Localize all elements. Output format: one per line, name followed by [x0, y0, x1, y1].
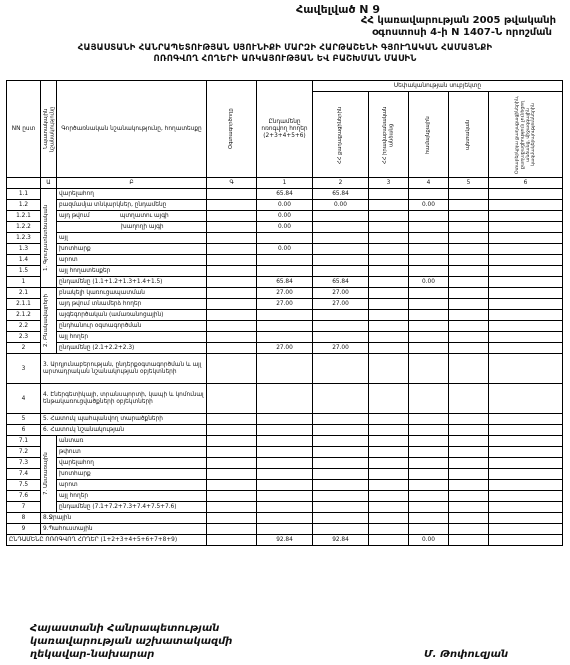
signatory-name: Մ. Թոփուզյան	[424, 649, 509, 660]
land-table	[6, 80, 563, 546]
annex-decree-date: օգոստոսի 4-ի N 1407-Ն որոշման	[371, 27, 552, 38]
index-row: Ա Բ Գ 1 2 3 4 5 6	[7, 178, 563, 189]
table-row: 2.1.2 այգեգործական (ամառանոցային)	[7, 310, 563, 321]
table-row: 1.1 1. Գյուղատնտեսական վարելահող 65.84 65.84	[7, 189, 563, 200]
table-row: 1.2.1 այդ թվում պտղատու այգի 0.00	[7, 211, 563, 222]
table-row: 4 4. Էներգետիկայի, տրանսպորտի, կապի և կոմունալ ենթակառուցվածքների օբյեկտների	[7, 384, 563, 414]
col-nn: NN ըստ	[7, 81, 41, 178]
signatory-position: Հայաստանի Հանրապետության կառավարության աշխատակազմի ղեկավար-նախարար	[30, 623, 233, 660]
table-row: 2.1 2. Բնակավայրերի բնակելի կառուցապատման 27.00 27.00	[7, 288, 563, 299]
table-row: 3 3. Արդյունաբերության, ընդերքօգտագործման և այլ արտադրական նշանակության օբյեկտների	[7, 354, 563, 384]
table-row: 1.2 բազմամյա տնկարկներ, ընդամենը 0.00 0.00 0.00	[7, 200, 563, 211]
table-row-grand-total: ԸՆԴԱՄԵՆԸ ՈՌՈԳՎՈՂ ՀՈՂԵՐ (1+2+3+4+5+6+7+8+9) 92.84 92.84 0.00	[7, 535, 563, 546]
table-row: 6 6. Հատուկ նշանակության	[7, 425, 563, 436]
table-row: 7.4 խոտհարք	[7, 469, 563, 480]
col-purpose: Նպատակային նշանակությունը	[41, 81, 57, 178]
table-row: 2.1.1 այդ թվում տնամերձ հողեր 27.00 27.00	[7, 299, 563, 310]
table-row: 7.6 այլ հողեր	[7, 491, 563, 502]
col-group-subject: Սեփականության սուբյեկտը	[313, 81, 563, 92]
col-community: համայնքային	[409, 92, 449, 178]
table-row-subtotal: 1 ընդամենը (1.1+1.2+1.3+1.4+1.5) 65.84 65.84 0.00	[7, 277, 563, 288]
table-row: 1.4 արոտ	[7, 255, 563, 266]
table-row-subtotal: 2 ընդամենը (2.1+2.2+2.3) 27.00 27.00	[7, 343, 563, 354]
col-state: պետական	[449, 92, 489, 178]
table-row: 2.2 ընդհանուր օգտագործման	[7, 321, 563, 332]
table-row: 5 5. Հատուկ պահպանվող տարածքների	[7, 414, 563, 425]
table-row: 1.2.2 խաղողի այգի 0.00	[7, 222, 563, 233]
table-row: 7.1 7. Անտառային անտառ	[7, 436, 563, 447]
col-foreign: Օտարերկրյա քաղաքացիներին, քաղաքացիություն չունեցող անձանց, միջազգային կազմակերպություններին	[489, 92, 563, 178]
group-agricultural: 1. Գյուղատնտեսական	[41, 189, 57, 288]
col-function: Գործառնական նշանակությունը, հողատեսքը	[57, 81, 207, 178]
table-row: 1.5 այլ հողատեսքեր	[7, 266, 563, 277]
page-subtitle: ՈՌՈԳՎՈՂ ՀՈՂԵՐԻ ԱՌԿԱՅՈՒԹՅԱՆ ԵՎ ԲԱՇԽՄԱՆ ՄԱՍԻՆ	[153, 54, 417, 64]
table-row: 7.5 արոտ	[7, 480, 563, 491]
annex-decree-line: ՀՀ կառավարության 2005 թվականի	[360, 15, 556, 26]
table-row: 7.2 թփուտ	[7, 447, 563, 458]
page-title: ՀԱՅԱՍՏԱՆԻ ՀԱՆՐԱՊԵՏՈՒԹՅԱՆ ՍՅՈՒՆԻՔԻ ՄԱՐԶԻ ՀԱՐԹԱՇԵՆԻ ԳՅՈՒՂԱԿԱՆ ՀԱՄԱՅՆՔԻ	[77, 43, 493, 53]
group-settlements: 2. Բնակավայրերի	[41, 288, 57, 354]
table-row: 8 8.Ջրային	[7, 513, 563, 524]
col-citizens: ՀՀ քաղաքացիներին	[313, 92, 369, 178]
table-row: 2.3 այլ հողեր	[7, 332, 563, 343]
col-legal-entities: ՀՀ իրավաբանական անձանց	[369, 92, 409, 178]
table-row: 1.3 խոտհարք 0.00	[7, 244, 563, 255]
table-row: 9 9.Պահուստային	[7, 524, 563, 535]
annex-number: Հավելված N 9	[296, 3, 380, 16]
table-row-subtotal: 7 ընդամենը (7.1+7.2+7.3+7.4+7.5+7.6)	[7, 502, 563, 513]
col-user: Օգտագործողը	[207, 81, 257, 178]
col-total: Ընդամենը ոռոգվող հողեր (2+3+4+5+6)	[257, 81, 313, 178]
table-row: 1.2.3 այլ	[7, 233, 563, 244]
group-forest: 7. Անտառային	[41, 436, 57, 513]
table-row: 7.3 վարելահող	[7, 458, 563, 469]
